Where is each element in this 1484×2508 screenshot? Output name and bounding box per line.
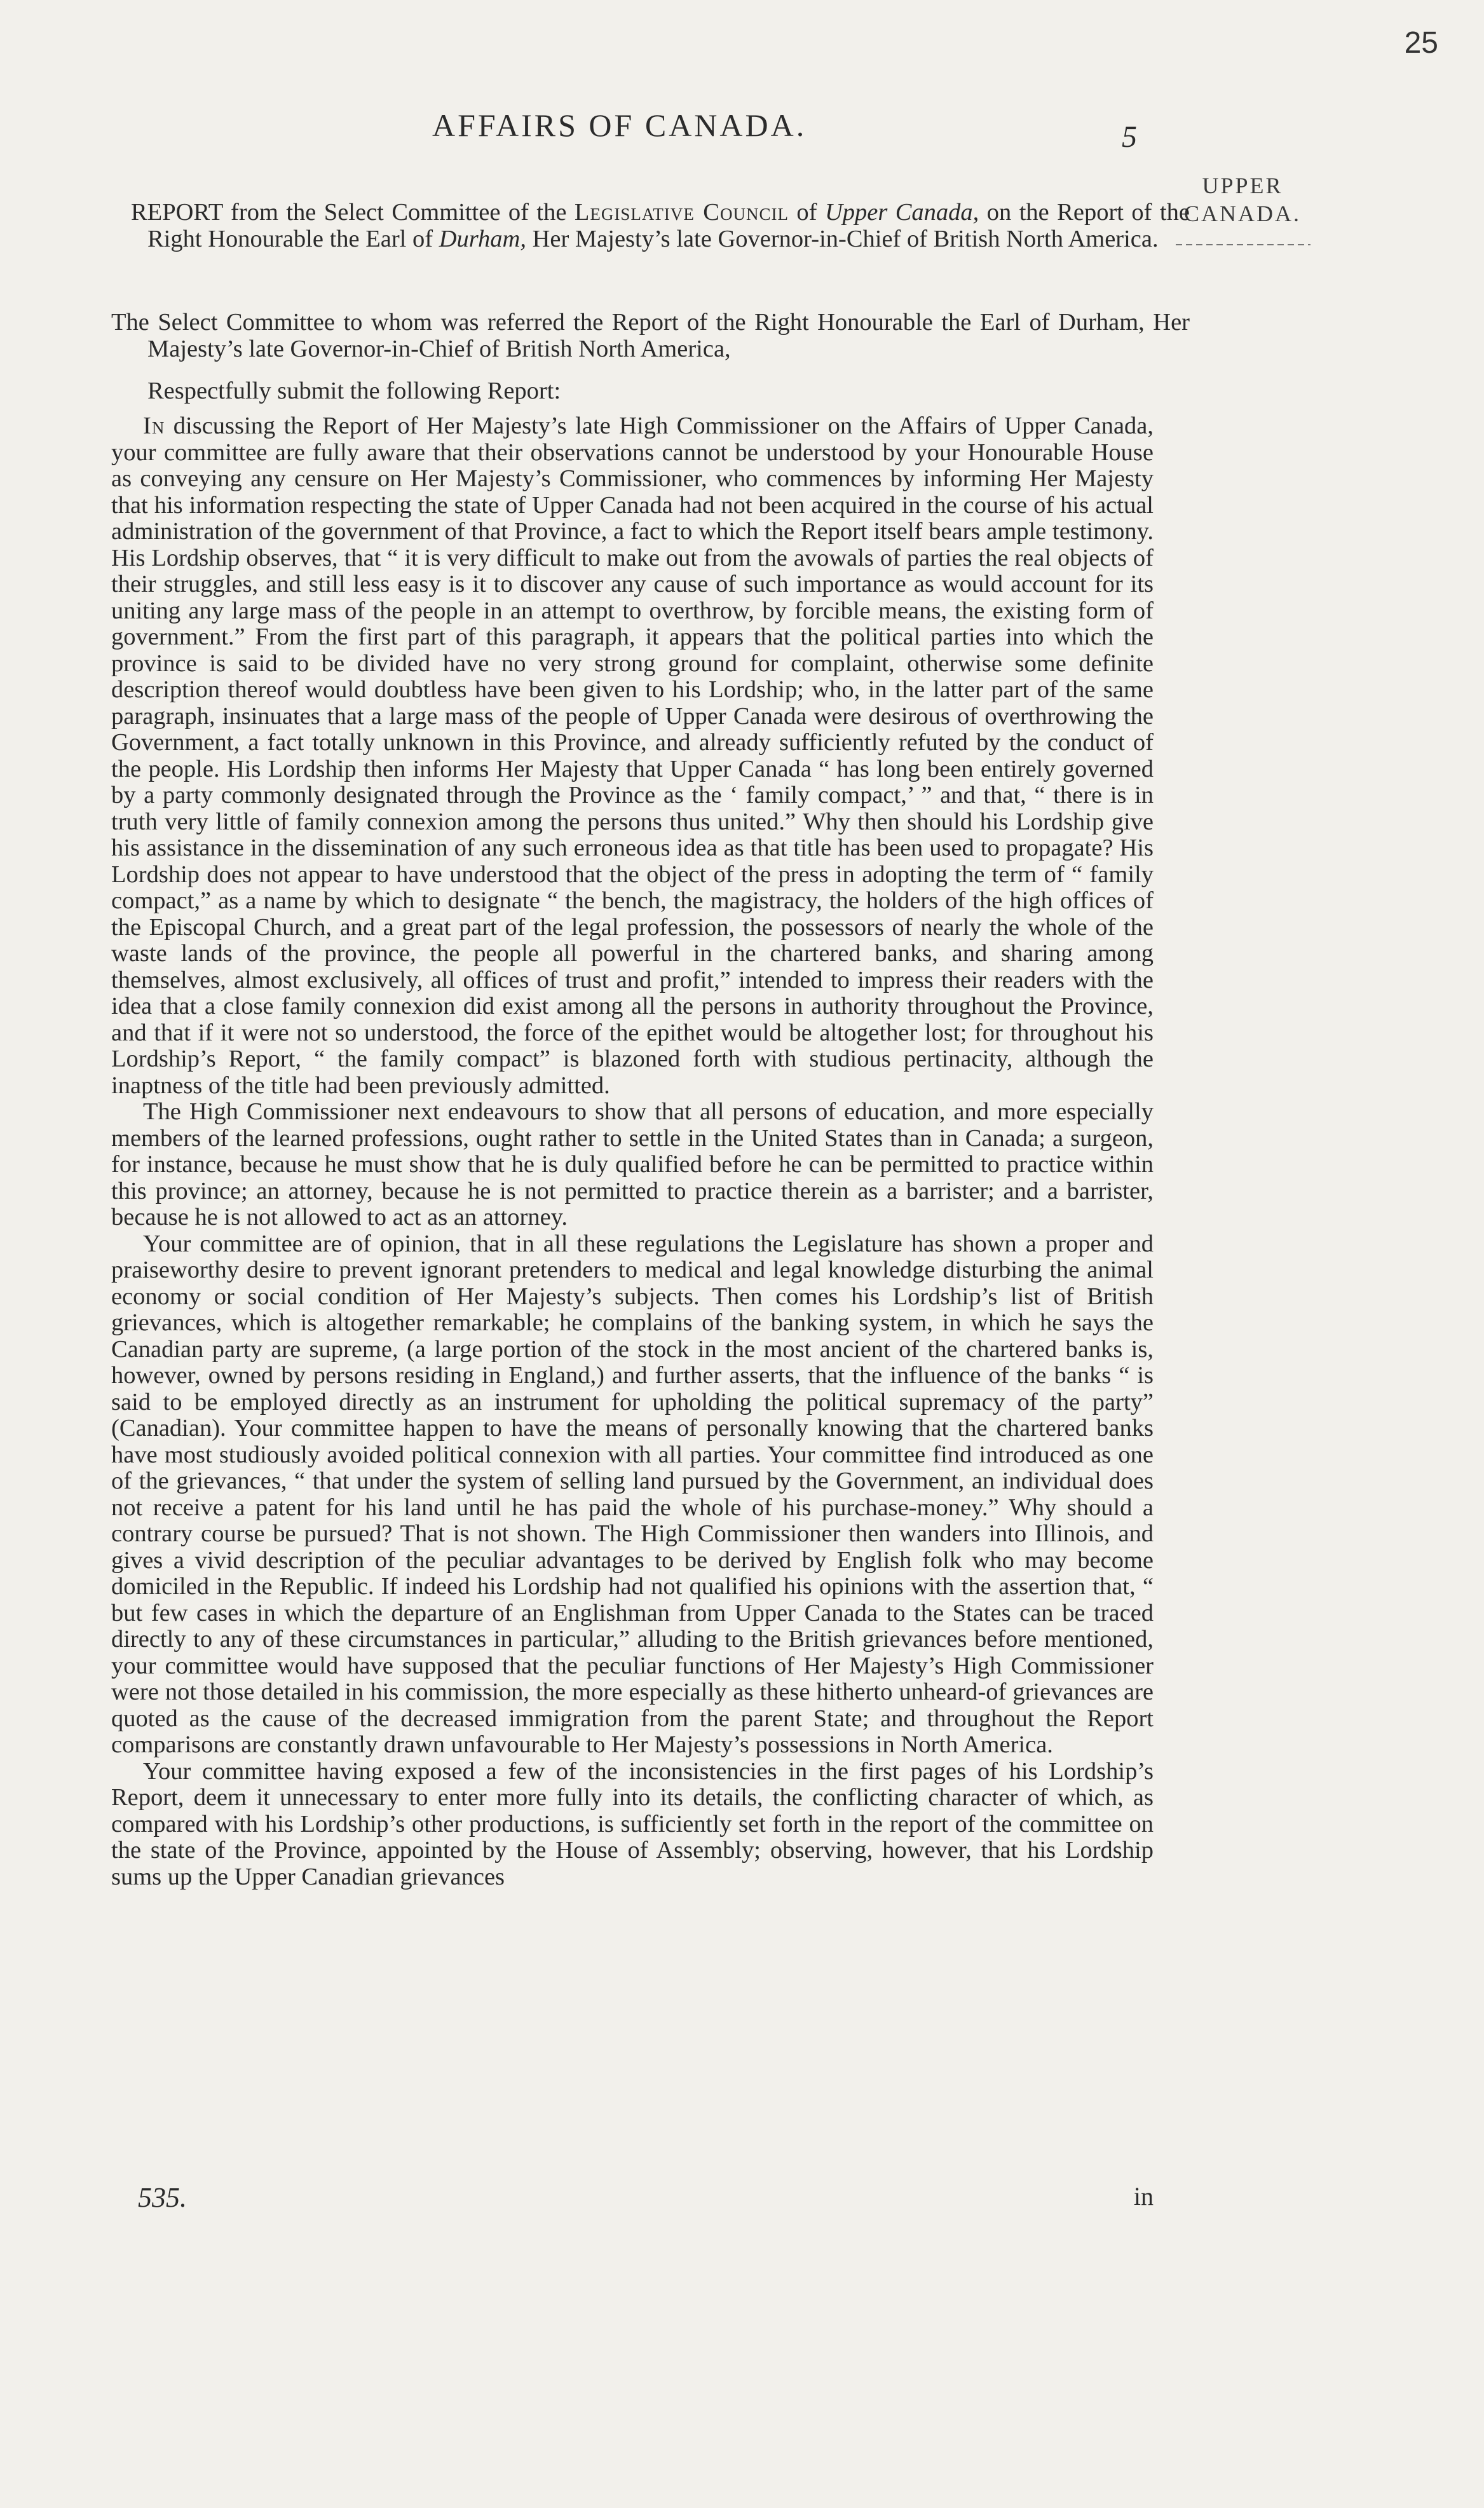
sheet-number: 25 [1404,26,1438,60]
signature-mark: 535. [138,2182,187,2213]
report-title [111,200,1190,252]
margin-rule [1176,244,1310,245]
title-text: Her Majesty’s late Governor-in-Chief of British North America. [526,225,1159,252]
body-paragraph: Your committee are of opinion, that in all these regulations the Legislature has shown a proper and praiseworthy desire to prevent ignorant pretenders to medical and legal knowledge disturbing the animal economy or social condition of Her Majesty’s subjects. Then comes his Lordship’s list of British grievances, which is altogether remarkable; he complains of the banking system, in which he says the Canadian party are supreme, (a large portion of the stock in the most ancient of the chartered banks is, however, owned by persons residing in England,) and further asserts, that the influence of the banks “ is said to be employed directly as an instrument for upholding the political supremacy of the party” (Canadian). Your committee happen to have the means of personally knowing that the chartered banks have most studiously avoided political connexion with all parties. Your committee find introduced as one of the grievances, “ that under the system of selling land pursued by the Government, an individual does not receive a patent for his land until he has paid the whole of his purchase-money.” Why should a contrary course be pursued? That is not shown. The High Commissioner then wanders into Illinois, and gives a vivid description of the peculiar advantages to be derived by English folk who may become domiciled in the Republic. If indeed his Lordship had not qualified his opinions with the assertion that, “ but few cases in which the departure of an Englishman from Upper Canada to the States can be traced directly to any of these circumstances in particular,” alluding to the British grievances before mentioned, your committee would have supposed that the peculiar functions of Her Majesty’s High Commissioner were not those detailed in his commission, the more especially as these hitherto unheard-of grievances are quoted as the cause of the decreased immigration from the parent State; and throughout the Report comparisons are constantly drawn unfavourable to Her Majesty’s possessions in North America. [111,1230,1154,1758]
paragraph-text: discussing the Report of Her Majesty’s late High Commissioner on the Affairs of Upper Canada, your committee are fully aware that their observations cannot be understood by your Honourable House as conveying any censure on Her Majesty’s Commissioner, who commences by informing Her Majesty that his information respecting the state of Upper Canada had not been acquired in the course of his actual administration of the government of that Province, a fact to which the Report itself bears ample testimony. His Lordship observes, that “ it is very difficult to make out from the avowals of parties the real objects of their struggles, and still less easy is it to discover any cause of such importance as would account for its uniting any large mass of the people in an attempt to overthrow, by forcible means, the existing form of government.” From the first part of this paragraph, it appears that the political parties into which the province is said to be divided have no very strong ground for complaint, otherwise some definite description thereof would doubtless have been given to his Lordship; who, in the latter part of the same paragraph, insinuates that a large mass of the people of Upper Canada were desirous of overthrowing the Government, a fact totally unknown in this Province, and already sufficiently refuted by the conduct of the people. His Lordship then informs Her Majesty that Upper Canada “ has long been entirely governed by a party commonly designated through the Province as the ‘ family compact,’ ” and that, “ there is in truth very little of family connexion among the persons thus united.” Why then should his Lordship give his assistance in the dissemination of any such erroneous idea as that title has been used to propagate? His Lordship does not appear to have understood that the object of the press in adopting the term of “ family compact,” as a name by which to designate “ the bench, the magistracy, the holders of the high offices of the Episcopal Church, and a great part of the legal profession, the possessors of nearly the whole of the waste lands of the province, the people all powerful in the chartered banks, and sharing among themselves, almost exclusively, all offices of trust and profit,” intended to impress their readers with the idea that a close family connexion did exist among all the persons in authority throughout the Province, and that if it were not so understood, the force of the epithet would be altogether lost; for throughout his Lordship’s Report, “ the family compact” is blazoned forth with studious pertinacity, although the inaptness of the title had been previously admitted. [111,412,1154,1099]
title-province: Upper Canada, [824,199,979,226]
submit-line: Respectfully submit the following Report: [147,378,561,404]
intro-paragraph: The Select Committee to whom was referred the Report of the Right Honourable the Earl of Durham, Her Majesty’s late Governor-in-Chief of British North America, [111,309,1190,362]
margin-note: UPPER CANADA. [1183,173,1301,226]
running-head: AFFAIRS OF CANADA. [432,107,807,143]
body-paragraph: The High Commissioner next endeavours to show that all persons of education, and more especially members of the learned professions, ought rather to settle in the United States than in Canada; a surgeon, for instance, because he must show that he is duly qualified before he can be permitted to practice within this province; an attorney, because he is not permitted to practice therein as a barrister; and a barrister, because he is not allowed to act as an attorney. [111,1098,1154,1230]
page-header [432,107,1163,154]
page-number: 5 [1122,120,1137,154]
title-earl: Durham, [439,225,526,252]
title-council: Legislative Council [574,199,789,226]
report-body [111,413,1154,1890]
catchword: in [1133,2182,1154,2211]
paragraph-lead: In [143,412,165,439]
body-paragraph: Your committee having exposed a few of the inconsistencies in the first pages of his Lordship’s Report, deem it unnecessary to enter more fully into its details, the conflicting character of which, as compared with his Lordship’s other productions, is sufficiently set forth in the report of the committee on the state of the Province, appointed by the House of Assembly; observing, however, that his Lordship sums up the Upper Canadian grievances [111,1757,1154,1890]
title-text: on the Report of the Right Honourable the Earl of [147,199,1190,252]
title-text: REPORT from the Select Committee of the [131,199,575,226]
body-paragraph [111,413,1154,1099]
title-text: of [788,199,825,226]
